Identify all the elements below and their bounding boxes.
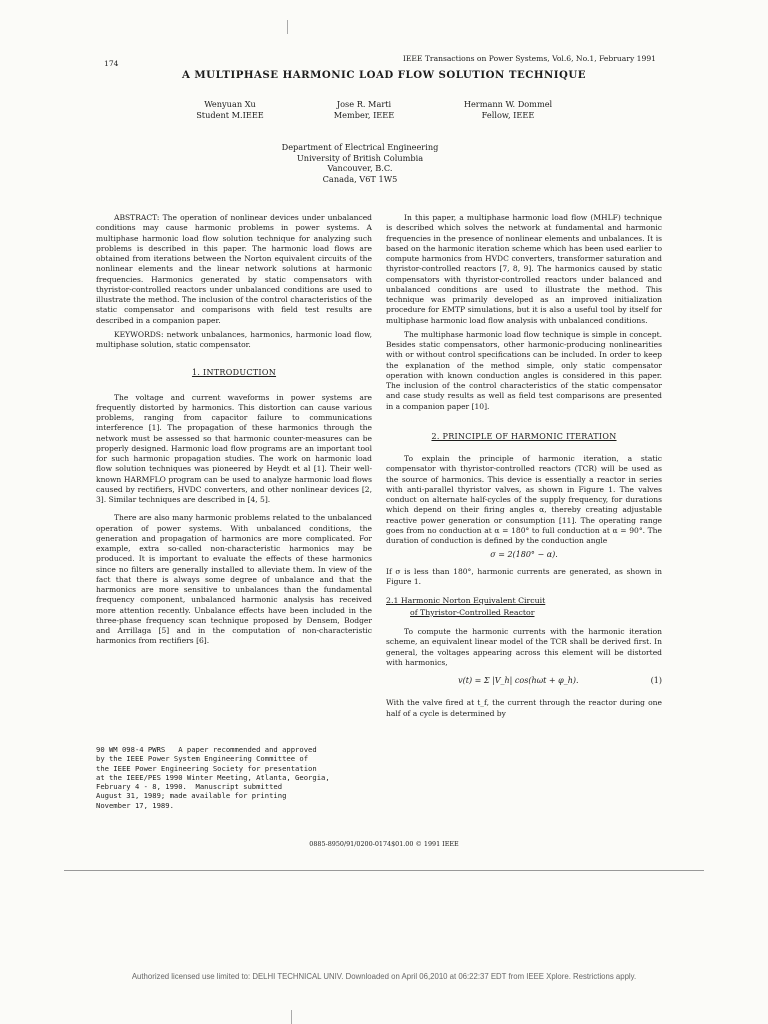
equation-1-body: v(t) = Σ |V_h| cos(hωt + φ_h). <box>458 676 579 685</box>
subsection-heading <box>386 595 662 619</box>
valve-paragraph: With the valve fired at t_f, the current through the reactor during one half of a cycle is determined by <box>386 698 662 718</box>
sigma-note: If σ is less than 180°, harmonic currents are generated, as shown in Figure 1. <box>386 566 662 586</box>
harmonic-iteration-paragraph: To explain the principle of harmonic iteration, a static compensator with thyristor-controlled reactors (TCR) will be used as the source of harmonics. This device is essentially a reactor in series with anti-parallel thyristor valves, as shown in Figure 1. The valves conduct on alternate half-cycles of the supply frequency, for durations which depend on their firing angles α, thereby creating adjustable reactive power generation or consumption [11]. The operating range goes from no conduction at α = 180° to full conduction at α = 90°. The duration of conduction is defined by the conduction angle <box>386 454 662 545</box>
paper-title: A MULTIPHASE HARMONIC LOAD FLOW SOLUTION TECHNIQUE <box>181 69 587 81</box>
affiliation-line: Canada, V6T 1W5 <box>322 173 398 184</box>
right-column <box>386 213 662 723</box>
equation-sigma: σ = 2(180° − α). <box>490 550 558 560</box>
author-3 <box>438 99 578 121</box>
abstract: ABSTRACT: The operation of nonlinear devices under unbalanced conditions may cause harmonic problems in power systems. A multiphase harmonic load flow solution technique for analyzing such problems is described in this paper. The harmonic load flows are obtained from iterations between the Norton equivalent circuits of the nonlinear elements and the linear network solutions at harmonic frequencies. Harmonics generated by static compensators with thyristor-controlled reactors under unbalanced conditions are used to illustrate the method. The inclusion of the control characteristics of the static compensator and comparisons with field test results are described in a companion paper. <box>96 213 372 325</box>
section-heading-harmonic-iteration: 2. PRINCIPLE OF HARMONIC ITERATION <box>431 431 617 441</box>
author-name: Hermann W. Dommel <box>463 99 553 109</box>
affiliation-line: Vancouver, B.C. <box>327 163 393 174</box>
equation-1 <box>386 676 662 686</box>
section-heading-introduction: 1. INTRODUCTION <box>191 368 277 378</box>
author-name: Jose R. Marti <box>336 99 392 109</box>
page-number: 174 <box>104 59 119 68</box>
author-name: Wenyuan Xu <box>204 99 256 109</box>
scan-mark <box>287 20 288 34</box>
intro-paragraph-1: The voltage and current waveforms in power systems are frequently distorted by harmonics. This distortion can cause various problems, ranging from capacitor failure to communications interference [1]. The propagation of these harmonics through the network must be assessed so that harmonic counter-measures can be properly designed. Harmonic load flow programs are an important tool for such harmonic propagation studies. The work on harmonic load flow solution techniques was pioneered by Heydt et al [1]. Their well-known HARMFLO program can be used to analyze harmonic load flows caused by rectifiers, HVDC converters, and other nonlinear devices [2, 3]. Similar techniques are described in [4, 5]. <box>96 392 372 504</box>
subsection-title-line-1: 2.1 Harmonic Norton Equivalent Circuit <box>386 596 546 605</box>
affiliation-line: Department of Electrical Engineering <box>281 142 439 152</box>
left-column <box>96 213 372 651</box>
publication-note: 90 WM 098-4 PWRS A paper recommended and approved by the IEEE Power System Engineering Committee of the IEEE Power Engineering Society for presentation at the IEEE/PES 1990 Winter Meeting, Atlanta, Georgia, February 4 - 8, 1990. Manuscript submitted August 31, 1989; made available for printing November 17, 1989. <box>96 745 330 810</box>
journal-header: IEEE Transactions on Power Systems, Vol.6, No.1, February 1991 <box>402 54 656 63</box>
author-1 <box>170 99 290 121</box>
norton-paragraph: To compute the harmonic currents with the harmonic iteration scheme, an equivalent linear model of the TCR shall be derived first. In general, the voltages appearing across this element will be distorted with harmonics, <box>386 627 662 667</box>
page-bottom-rule <box>64 870 704 871</box>
license-footer: Authorized licensed use limited to: DELHI TECHNICAL UNIV. Downloaded on April 06,2010 at 06:22:37 EDT from IEEE Xplore. Restrictions apply. <box>131 972 637 981</box>
author-role: Student M.IEEE <box>196 110 264 120</box>
copyright-line: 0885-8950/91/0200-0174$01.00 © 1991 IEEE <box>309 840 459 848</box>
affiliation-line: University of British Columbia <box>296 152 424 163</box>
author-role: Member, IEEE <box>333 110 395 120</box>
right-paragraph-1: In this paper, a multiphase harmonic load flow (MHLF) technique is described which solves the network at fundamental and harmonic frequencies in the presence of nonlinear elements and unbalances. It is based on the harmonic iteration scheme which has been used earlier to compute harmonics from HVDC converters, transformer saturation and thyristor-controlled reactors [7, 8, 9]. The harmonics caused by static compensators with thyristor-controlled reactors under balanced and unbalanced conditions are used to illustrate the method. This technique was primarily developed as an improved initialization procedure for EMTP simulations, but it is also a useful tool by itself for multiphase harmonic load flow analysis with unbalanced conditions. <box>386 213 662 325</box>
equation-1-number: (1) <box>650 676 662 685</box>
author-2 <box>304 99 424 121</box>
intro-paragraph-2: There are also many harmonic problems related to the unbalanced operation of power systems. With unbalanced conditions, the generation and propagation of harmonics are more complicated. For example, extra so-called non-characteristic harmonics may be produced. It is important to evaluate the effects of these harmonics since no filters are generally installed to alleviate them. In view of the fact that there is always some degree of unbalance and that the harmonics are more sensitive to unbalances than the fundamental frequency component, unbalanced harmonic analysis has received more attention recently. Unbalance effects have been included in the three-phase frequency scan technique proposed by Densem, Bodger and Arrillaga [5] and in the computation of non-characteristic harmonics from rectifiers [6]. <box>96 513 372 646</box>
scan-mark <box>291 1010 292 1024</box>
author-role: Fellow, IEEE <box>481 110 535 120</box>
affiliation <box>200 142 520 184</box>
subsection-title-line-2: of Thyristor-Controlled Reactor <box>410 608 535 617</box>
keywords: KEYWORDS: network unbalances, harmonics, harmonic load flow, multiphase solution, static compensator. <box>96 329 372 349</box>
right-paragraph-2: The multiphase harmonic load flow technique is simple in concept. Besides static compensators, other harmonic-producing nonlinearities with or without control specifications can be included. In order to keep the explanation of the method simple, only static compensator operation with known conduction angles is considered in this paper. The inclusion of the control characteristics of the static compensator and case study results as well as field test comparisons are presented in a companion paper [10]. <box>386 329 662 411</box>
